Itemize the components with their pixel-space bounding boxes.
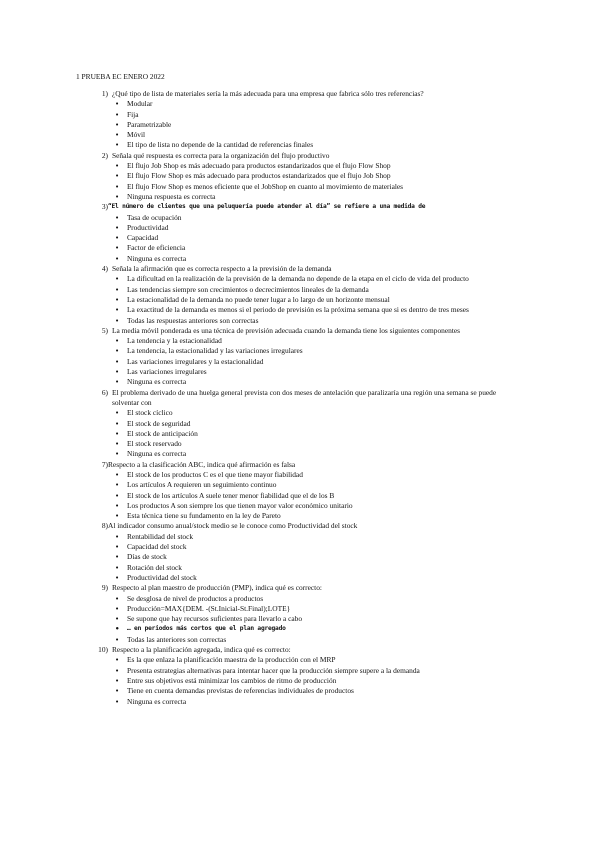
answer-option: • El flujo Flow Shop es más adecuado para productos estandarizados que el flujo Job Shop xyxy=(0,171,600,181)
answer-option: • Móvil xyxy=(0,130,600,140)
answer-option: • Tasa de ocupación xyxy=(0,213,600,223)
question-text: Señala la afirmación que es correcta respecto a la previsión de la demanda xyxy=(112,264,332,274)
answer-option: • Ninguna respuesta es correcta xyxy=(0,192,600,202)
option-list xyxy=(0,213,600,264)
answer-option: • Los productos A son siempre los que tienen mayor valor económico unitario xyxy=(0,501,600,511)
answer-option: • La exactitud de la demanda es menos si el periodo de previsión es la próxima semana que si es dentro de tres meses xyxy=(0,305,600,315)
question-item xyxy=(0,645,600,707)
answer-option: • Producción=MAX{DEM. -(St.Inicial-St.Final);LOTE} xyxy=(0,604,600,614)
answer-option: • Capacidad del stock xyxy=(0,542,600,552)
question-number: 2) xyxy=(101,150,108,160)
answer-option: • Parametrizable xyxy=(0,120,600,130)
answer-option: • Es la que enlaza la planificación maestra de la producción con el MRP xyxy=(0,655,600,665)
question-list xyxy=(0,89,600,707)
answer-option: • La tendencia y la estacionalidad xyxy=(0,336,600,346)
question-item xyxy=(0,460,600,522)
answer-option: • El stock de los artículos A suele tener menor fiabilidad que el de los B xyxy=(0,491,600,501)
answer-option: • Ninguna es correcta xyxy=(0,449,600,459)
question-item xyxy=(0,583,600,645)
answer-option: • Los artículos A requieren un seguimiento continuo xyxy=(0,480,600,490)
answer-option: • Días de stock xyxy=(0,552,600,562)
question-item xyxy=(0,202,600,264)
question-number: 1) xyxy=(101,89,108,98)
answer-option: • Esta técnica tiene su fundamento en la ley de Pareto xyxy=(0,511,600,521)
answer-option: • Las variaciones irregulares xyxy=(0,367,600,377)
option-list xyxy=(0,594,600,645)
question-number: 8) xyxy=(101,521,108,531)
question-text: Al indicador consumo anual/stock medio se le conoce como Productividad del stock xyxy=(108,521,358,531)
answer-option: • Presenta estrategias alternativas para intentar hacer que la producción siempre supere a la demanda xyxy=(0,666,600,676)
answer-option: • El flujo Flow Shop es menos eficiente que el JobShop en cuanto al movimiento de materiales xyxy=(0,182,600,192)
answer-option: • Productividad del stock xyxy=(0,573,600,583)
answer-option: • El stock reservado xyxy=(0,439,600,449)
question-text: “El número de clientes que una peluquería puede atender al día” se refiere a una medida de xyxy=(108,203,426,211)
answer-option: • La tendencia, la estacionalidad y las variaciones irregulares xyxy=(0,346,600,356)
option-list xyxy=(0,655,600,706)
question-item xyxy=(0,326,600,388)
answer-option: • Factor de eficiencia xyxy=(0,243,600,253)
option-list xyxy=(0,274,600,325)
answer-option: • Las tendencias siempre son crecimientos o decrecimientos lineales de la demanda xyxy=(0,285,600,295)
answer-option: • El flujo Job Shop es más adecuado para productos estandarizados que el flujo Flow Shop xyxy=(0,161,600,171)
question-item xyxy=(0,89,600,151)
answer-option: • Ninguna es correcta xyxy=(0,377,600,387)
answer-option: • La dificultad en la realización de la previsión de la demanda no depende de la etapa en el ciclo de vida del producto xyxy=(0,274,600,284)
question-text: Respecto a la planificación agregada, indica qué es correcto: xyxy=(112,645,291,655)
answer-option: • Rotación del stock xyxy=(0,563,600,573)
option-list xyxy=(0,532,600,583)
question-text: Respecto al plan maestro de producción (PMP), indica qué es correcto: xyxy=(112,583,322,593)
option-list xyxy=(0,408,600,459)
answer-option: • Ninguna es correcta xyxy=(0,697,600,707)
answer-option: • El stock de los productos C es el que tiene mayor fiabilidad xyxy=(0,470,600,480)
question-text: Señala qué respuesta es correcta para la organización del flujo productivo xyxy=(112,150,330,160)
question-number: 6) xyxy=(101,387,108,397)
option-list xyxy=(0,161,600,202)
answer-option: • El stock de anticipación xyxy=(0,429,600,439)
option-list xyxy=(0,470,600,521)
answer-option: • Rentabilidad del stock xyxy=(0,532,600,542)
answer-option: • El stock cíclico xyxy=(0,408,600,418)
question-item xyxy=(0,151,600,202)
answer-option: • El stock de seguridad xyxy=(0,419,600,429)
answer-option: • El tipo de lista no depende de la cantidad de referencias finales xyxy=(0,140,600,150)
answer-option: • Fija xyxy=(0,110,600,120)
question-text: Respecto a la clasificación ABC, indica qué afirmación es falsa xyxy=(108,459,296,469)
document-title: 1 PRUEBA EC ENERO 2022 xyxy=(76,72,165,81)
option-list xyxy=(0,99,600,150)
answer-option: • Se supone que hay recursos suficientes para llevarlo a cabo xyxy=(0,614,600,624)
question-item xyxy=(0,521,600,583)
question-item xyxy=(0,388,600,460)
answer-option: • Se desglosa de nivel de productos a productos xyxy=(0,594,600,604)
question-number: 3) xyxy=(101,202,108,212)
question-number: 7) xyxy=(101,459,108,469)
answer-option: • Capacidad xyxy=(0,233,600,243)
answer-option: • … en periodos más cortos que el plan agregado xyxy=(0,624,600,634)
answer-option: • Productividad xyxy=(0,223,600,233)
answer-option: • Modular xyxy=(0,99,600,109)
option-list xyxy=(0,336,600,387)
question-text: ¿Qué tipo de lista de materiales sería la más adecuada para una empresa que fabrica sólo tres referencias? xyxy=(112,89,424,98)
question-text: La media móvil ponderada es una técnica de previsión adecuada cuando la demanda tiene los siguientes componentes xyxy=(112,325,461,335)
answer-option: • Todas las anteriores son correctas xyxy=(0,635,600,645)
question-number: 5) xyxy=(101,325,108,335)
answer-option: • Las variaciones irregulares y la estacionalidad xyxy=(0,357,600,367)
answer-option: • La estacionalidad de la demanda no puede tener lugar a lo largo de un horizonte mensual xyxy=(0,295,600,305)
answer-option: • Todas las respuestas anteriores son correctas xyxy=(0,316,600,326)
question-number: 9) xyxy=(101,583,108,593)
question-item xyxy=(0,264,600,326)
question-number: 10) xyxy=(98,645,108,655)
answer-option: • Ninguna es correcta xyxy=(0,254,600,264)
answer-option: • Tiene en cuenta demandas previstas de referencias individuales de productos xyxy=(0,686,600,696)
question-number: 4) xyxy=(101,264,108,274)
question-text: El problema derivado de una huelga general prevista con dos meses de antelación que paralizaría una región una semana se puede solventar con xyxy=(112,387,497,407)
answer-option: • Entre sus objetivos está minimizar los cambios de ritmo de producción xyxy=(0,676,600,686)
